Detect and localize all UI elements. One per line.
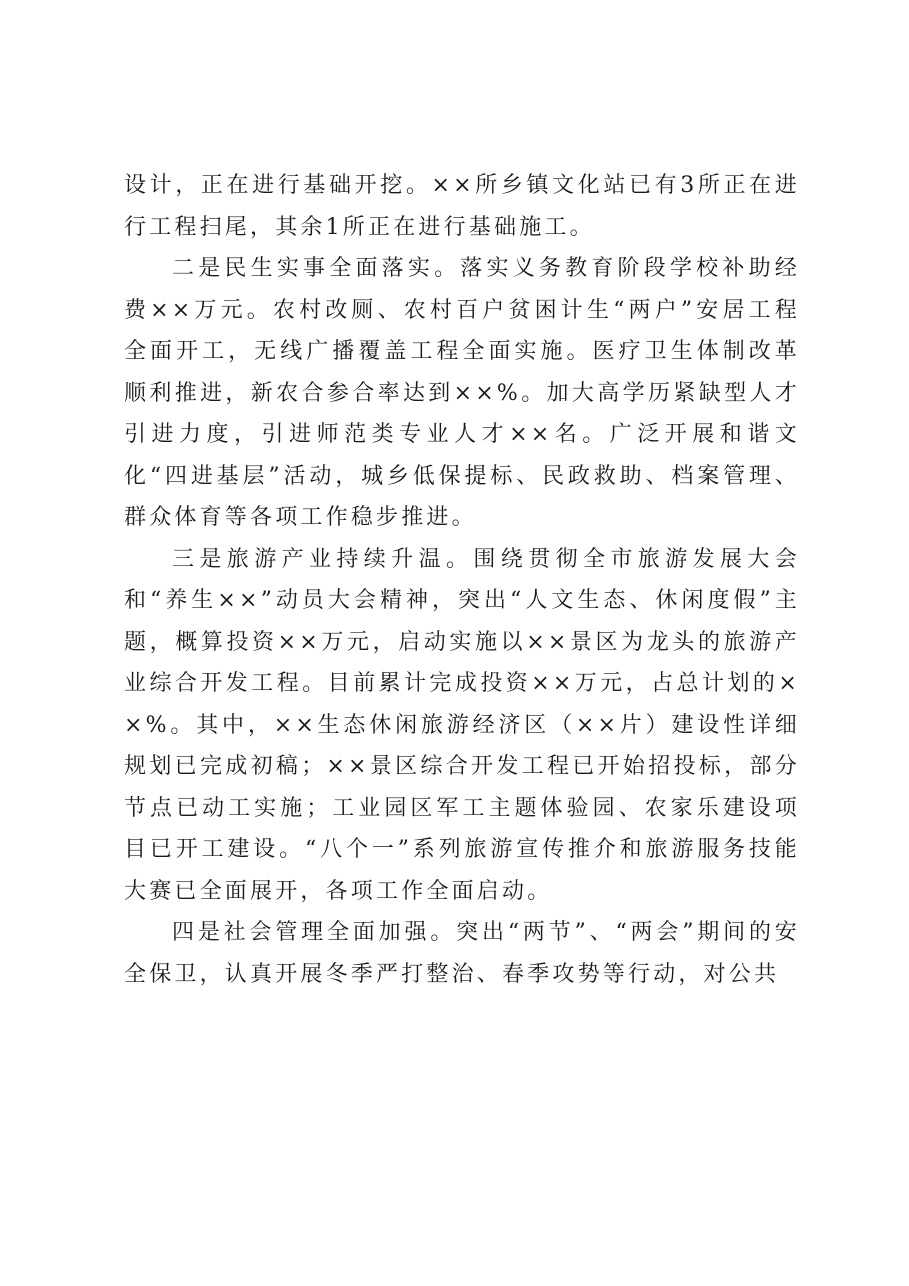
paragraph-livelihood: 二是民生实事全面落实。落实义务教育阶段学校补助经费××万元。农村改厕、农村百户贫困计生“两户”安居工程全面开工，无线广播覆盖工程全面实施。医疗卫生体制改革顺利推进，新农合参合率达到××%。加大高学历紧缺型人才引进力度，引进师范类专业人才××名。广泛开展和谐文化“四进基层”活动，城乡低保提标、民政救助、档案管理、群众体育等各项工作稳步推进。 — [124, 256, 800, 530]
paragraph-continuation: 设计，正在进行基础开挖。××所乡镇文化站已有3所正在进行工程扫尾，其余1所正在进行基础施工。 — [124, 173, 800, 240]
paragraph-social-management: 四是社会管理全面加强。突出“两节”、“两会”期间的安全保卫，认真开展冬季严打整治、春季攻势等行动，对公共 — [124, 920, 800, 987]
paragraph-tourism: 三是旅游产业持续升温。围绕贯彻全市旅游发展大会和“养生××”动员大会精神，突出“人文生态、休闲度假”主题，概算投资××万元，启动实施以××景区为龙头的旅游产业综合开发工程。目前累计完成投资××万元，占总计划的××%。其中，××生态休闲旅游经济区（××片）建设性详细规划已完成初稿；××景区综合开发工程已开始招投标，部分节点已动工实施；工业园区军工主题体验园、农家乐建设项目已开工建设。“八个一”系列旅游宣传推介和旅游服务技能大赛已全面展开，各项工作全面启动。 — [124, 546, 800, 904]
document-body — [124, 165, 800, 995]
